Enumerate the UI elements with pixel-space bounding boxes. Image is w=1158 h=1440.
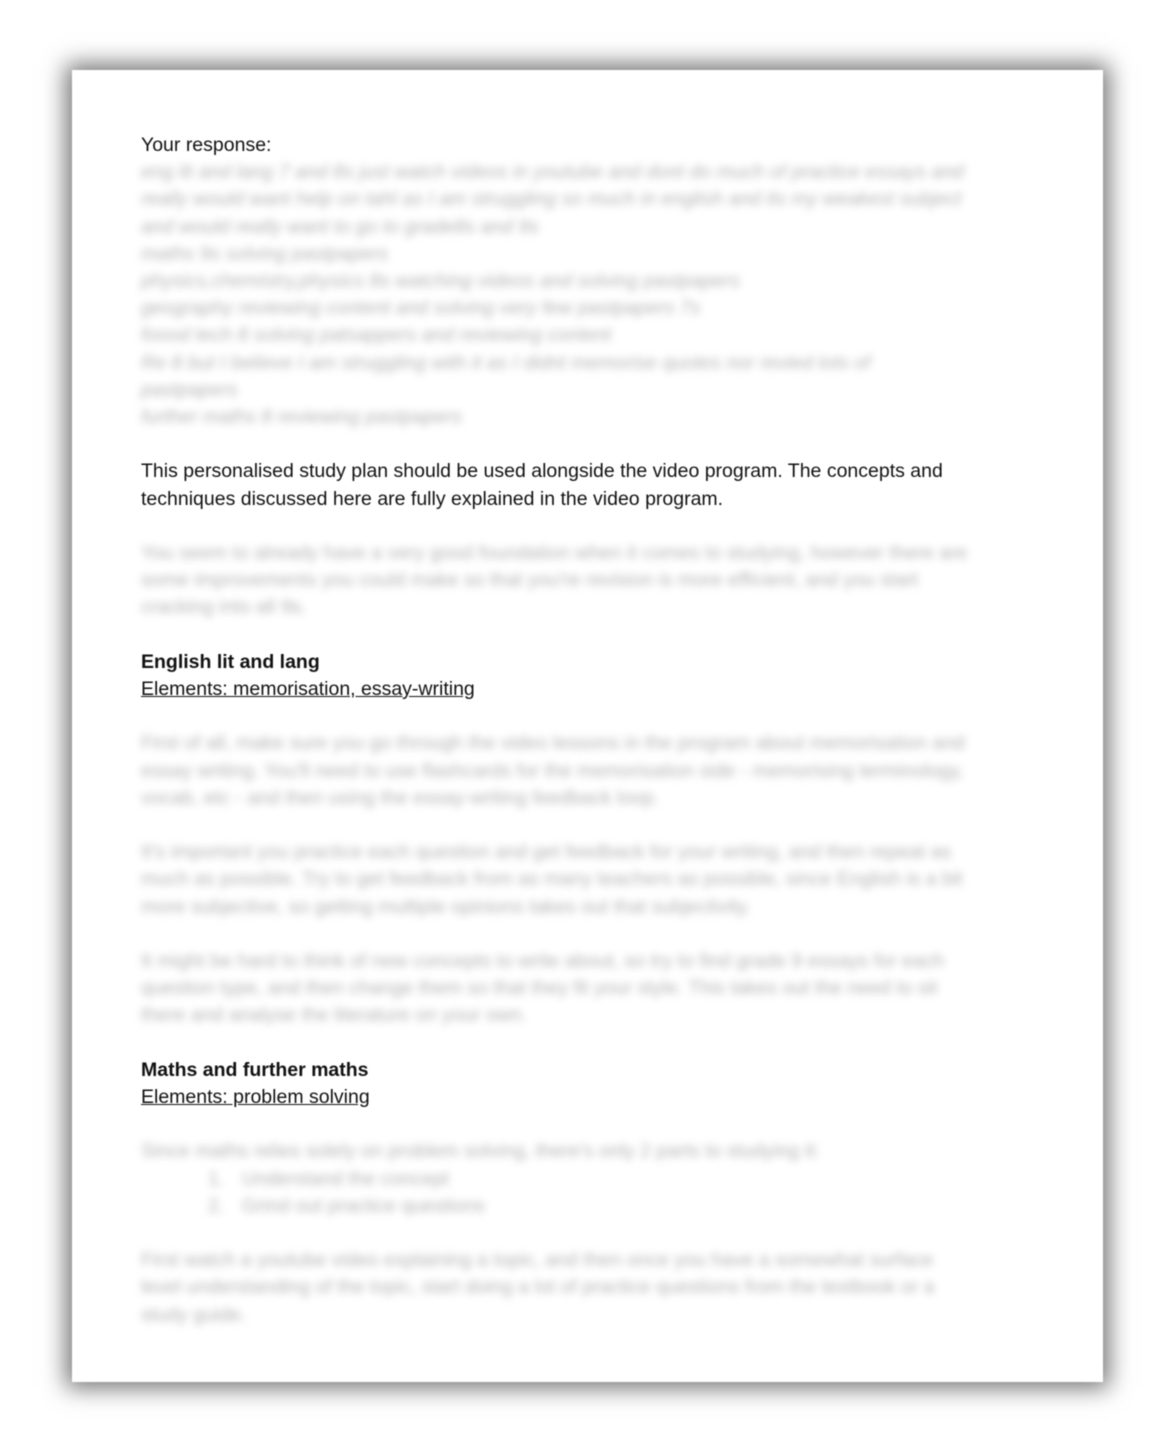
intro-line: This personalised study plan should be used alongside the video program. The concepts and bbox=[141, 460, 943, 483]
response-line: maths 9s solving pastpapers bbox=[141, 242, 389, 265]
section-elements: Elements: memorisation, essay-writing bbox=[141, 678, 475, 701]
paragraph-line: cracking into all 9s. bbox=[141, 596, 307, 619]
section-english bbox=[141, 649, 1021, 1030]
list-item bbox=[208, 1166, 1021, 1193]
intro-paragraph bbox=[141, 458, 1021, 512]
response-line: further maths 8 reviewing pastpapers bbox=[141, 406, 462, 429]
paragraph-line: question type, and then change them so that they fit your style. This takes out the need to sit bbox=[141, 977, 938, 1000]
section-paragraph bbox=[141, 948, 1021, 1030]
section-maths bbox=[141, 1057, 1021, 1329]
list-number: 1. bbox=[208, 1167, 225, 1190]
paragraph-line: much as possible. Try to get feedback from as many teachers as possible, since English is a bit bbox=[141, 868, 963, 891]
paragraph-line: First of all, make sure you go through the video lessons in the program about memorisation and bbox=[141, 732, 965, 755]
section-intro: Since maths relies solely on problem solving, there's only 2 parts to studying it: bbox=[141, 1140, 820, 1163]
section-heading: English lit and lang bbox=[141, 650, 320, 673]
response-label: Your response: bbox=[141, 134, 272, 156]
list-item bbox=[208, 1193, 1021, 1220]
paragraph-line: It might be hard to think of new concepts to write about, so try to find grade 9 essays for each bbox=[141, 950, 945, 972]
response-line: pastpapers bbox=[141, 378, 238, 401]
steps-list bbox=[141, 1166, 1021, 1220]
response-line: geography reviewing content and solving very few pastpapers 7s bbox=[141, 297, 701, 320]
response-line: and would really want to go to grade8s and 9s bbox=[141, 215, 539, 238]
section-paragraph bbox=[141, 730, 1021, 812]
section-heading: Maths and further maths bbox=[141, 1058, 369, 1081]
paragraph-line: First watch a youtube video explaining a topic, and then once you have a somewhat surface bbox=[141, 1249, 934, 1272]
student-response bbox=[141, 159, 1021, 431]
section-paragraph bbox=[141, 839, 1021, 921]
paragraph-line: there and analyse the literature on your own. bbox=[141, 1004, 527, 1027]
document-content bbox=[141, 132, 1021, 1329]
list-number: 2. bbox=[208, 1194, 225, 1217]
response-line: physics,chemistry,physics 8s watching videos and solving pastpapers bbox=[141, 270, 741, 293]
paragraph-line: level understanding of the topic, start doing a lot of practice questions from the textbook or a bbox=[141, 1276, 935, 1299]
section-elements: Elements: problem solving bbox=[141, 1086, 370, 1108]
paragraph-line: more subjective, so getting multiple opinions takes out that subjectivity. bbox=[141, 895, 751, 918]
paragraph-line: vocab, etc - and then using the essay-writing feedback loop. bbox=[141, 786, 660, 809]
list-text: Grind out practice questions bbox=[242, 1194, 485, 1217]
document-page bbox=[72, 70, 1103, 1382]
intro-line: techniques discussed here are fully explained in the video program. bbox=[141, 487, 724, 510]
response-line: really would want help on tahl as I am struggling so much in english and its my weakest subject bbox=[141, 188, 962, 211]
paragraph-line: some improvements you could make so that you're revision is more efficient, and you start bbox=[141, 569, 919, 592]
foundation-paragraph bbox=[141, 540, 1021, 622]
paragraph-line: It's important you practice each question and get feedback for your writing, and then repeat as bbox=[141, 841, 952, 864]
list-text: Understand the concept bbox=[242, 1167, 450, 1190]
section-paragraph bbox=[141, 1247, 1021, 1329]
response-line: eng lit and lang 7 and 8s just watch videos in youtube and dont do much of practice essays and bbox=[141, 161, 964, 184]
response-line: foood tech 8 solving patsappers and reviewing content bbox=[141, 324, 612, 347]
response-line: Re 8 but I believe I am struggling with it as I didnt memorise quotes nor revied lots of bbox=[141, 351, 871, 374]
paragraph-line: You seem to already have a very good foundation when it comes to studying, however there are bbox=[141, 542, 968, 565]
paragraph-line: essay writing. You'll need to use flashcards for the memorisation side - memorising terminology, bbox=[141, 759, 964, 782]
paragraph-line: study guide. bbox=[141, 1303, 247, 1326]
